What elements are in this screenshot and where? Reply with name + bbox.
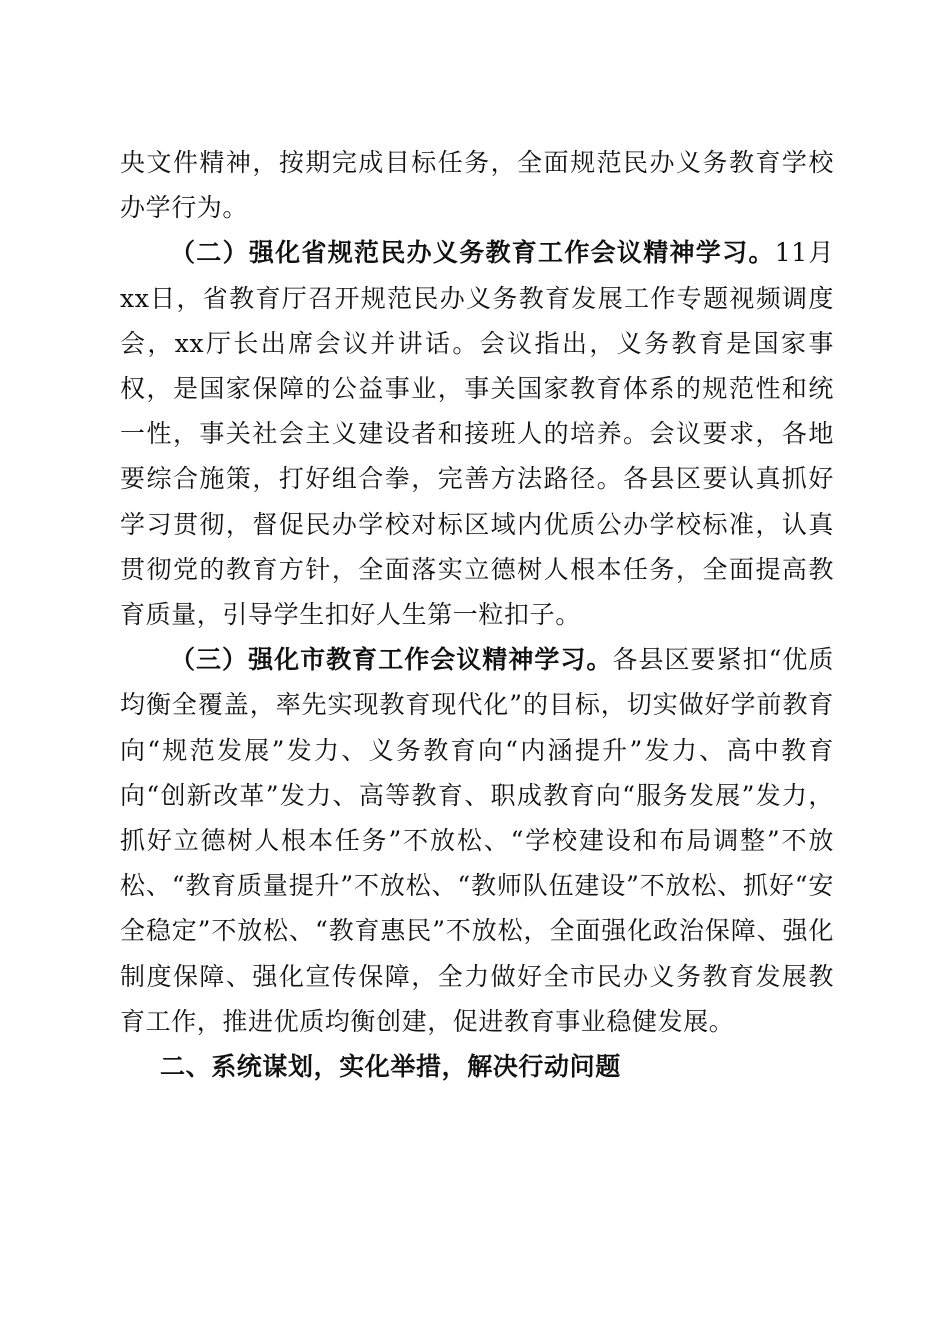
paragraph-continuation — [120, 140, 834, 230]
paragraph-section-3-body: 各县区要紧扣“优质均衡全覆盖，率先实现教育现代化”的目标，切实做好学前教育向“规范发展”发力、义务教育向“内涵提升”发力、高中教育向“创新改革”发力、高等教育、职成教育向“服务发展”发力，抓好立德树人根本任务”不放松、“学校建设和布局调整”不放松、“教育质量提升”不放松、“教师队伍建设”不放松、抓好“安全稳定”不放松、“教育惠民”不放松，全面强化政治保障、强化制度保障、强化宣传保障，全力做好全市民办义务教育发展教育工作，推进优质均衡创建，促进教育事业稳健发展。 — [120, 645, 834, 1036]
paragraph-section-3 — [120, 637, 834, 1044]
section-heading-2: 二、系统谋划，实化举措，解决行动问题 — [160, 1052, 621, 1082]
subsection-heading-3: （三）强化市教育工作会议精神学习。 — [170, 645, 613, 675]
subsection-heading-2: （二）强化省规范民办义务教育工作会议精神学习。 — [170, 238, 775, 268]
paragraph-section-2 — [120, 230, 834, 637]
document-body — [120, 140, 834, 1089]
paragraph-section-2-body: 11月xx日，省教育厅召开规范民办义务教育发展工作专题视频调度会，xx厅长出席会议并讲话。会议指出，义务教育是国家事权，是国家保障的公益事业，事关国家教育体系的规范性和统一性，事关社会主义建设者和接班人的培养。会议要求，各地要综合施策，打好组合拳，完善方法路径。各县区要认真抓好学习贯彻，督促民办学校对标区域内优质公办学校标准，认真贯彻党的教育方针，全面落实立德树人根本任务，全面提高教育质量，引导学生扣好人生第一粒扣子。 — [120, 238, 834, 630]
paragraph-continuation-text: 央文件精神，按期完成目标任务，全面规范民办义务教育学校办学行为。 — [120, 148, 834, 223]
